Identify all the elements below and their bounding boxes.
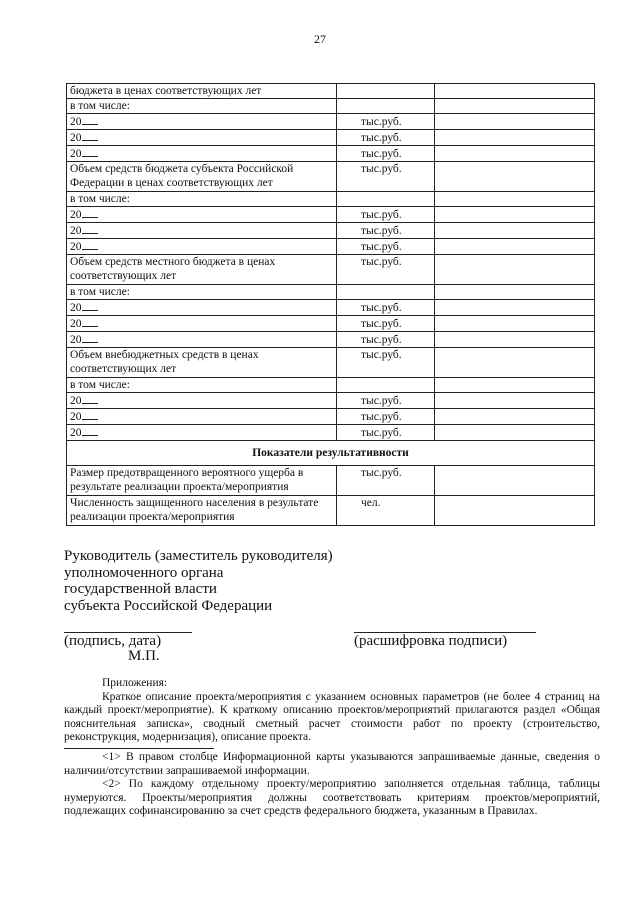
row-label: 20 [70,116,82,128]
table-row [67,255,595,285]
table-row [67,466,595,496]
table-row [67,316,595,332]
row-label: Объем средств бюджета субъекта Российской Федерации в ценах соответствующих лет [70,163,294,189]
value-cell [435,146,595,162]
page-number: 27 [314,32,326,46]
value-cell [435,207,595,223]
name-decoding-label: (расшифровка подписи) [354,633,508,649]
unit-cell: тыс.руб. [337,114,435,130]
unit-cell: тыс.руб. [337,255,435,285]
table-row [67,114,595,130]
annex-section [64,677,600,745]
unit-cell [337,99,435,114]
row-label: Объем средств местного бюджета в ценах соответствующих лет [70,256,276,282]
value-cell [435,378,595,393]
year-cell [67,239,337,255]
unit-cell: тыс.руб. [337,146,435,162]
year-blank [82,114,98,125]
unit-cell: тыс.руб. [337,300,435,316]
value-cell [435,409,595,425]
value-cell [435,316,595,332]
table-row [67,239,595,255]
row-label: Численность защищенного населения в результате реализации проекта/мероприятия [70,497,319,523]
row-label: в том числе: [70,193,130,205]
table-row [67,207,595,223]
label-cell [67,84,337,99]
unit-cell [337,192,435,207]
unit-cell: тыс.руб. [337,348,435,378]
label-cell [67,162,337,192]
table-row [67,162,595,192]
table-row [67,378,595,393]
value-cell [435,496,595,526]
unit-cell: тыс.руб. [337,393,435,409]
value-cell [435,332,595,348]
year-blank [82,223,98,234]
row-label: 20 [70,411,82,423]
unit-cell: тыс.руб. [337,207,435,223]
value-cell [435,425,595,441]
year-blank [82,409,98,420]
row-label: 20 [70,209,82,221]
row-label: бюджета в ценах соответствующих лет [70,85,262,97]
value-cell [435,192,595,207]
row-label: 20 [70,241,82,253]
label-cell [67,496,337,526]
table-row [67,130,595,146]
row-label: 20 [70,334,82,346]
unit-cell: тыс.руб. [337,239,435,255]
table-row [67,99,595,114]
footnote-1: <1> В правом столбце Информационной карты указываются запрашиваемые данные, сведения о наличии/отсутствии запрашиваемой информации. [64,751,600,777]
table-row [67,84,595,99]
year-blank [82,316,98,327]
signer-line-1: Руководитель (заместитель руководителя) [64,548,333,564]
value-cell [435,84,595,99]
unit-cell: тыс.руб. [337,466,435,496]
table-row [67,285,595,300]
table-row [67,192,595,207]
row-label: в том числе: [70,286,130,298]
row-label: 20 [70,318,82,330]
year-cell [67,223,337,239]
annex-text: Краткое описание проекта/мероприятия с указанием основных параметров (не более 4 страниц на каждый проект/мероприятие). К краткому описанию проектов/мероприятий прилагаются раздел «Общая пояснительная записка», сводный сметный расчет стоимости работ по проекту (строительство, реконструкция, модернизация), описание проекта. [64,690,600,743]
information-card-table [66,83,595,526]
signer-line-2: уполномоченного органа [64,564,224,581]
signer-block [64,548,333,614]
table-row [67,300,595,316]
label-cell [67,99,337,114]
year-blank [82,207,98,218]
year-cell [67,425,337,441]
signature-label: (подпись, дата) [64,633,162,649]
label-cell [67,378,337,393]
unit-cell: тыс.руб. [337,162,435,192]
section-header-row [67,441,595,466]
row-label: в том числе: [70,100,130,112]
year-blank [82,393,98,404]
annex-title: Приложения: [102,677,168,689]
year-blank [82,332,98,343]
year-cell [67,114,337,130]
row-label: 20 [70,225,82,237]
value-cell [435,162,595,192]
footnotes [64,751,600,819]
row-label: 20 [70,427,82,439]
unit-cell: тыс.руб. [337,223,435,239]
unit-cell [337,378,435,393]
table-row [67,223,595,239]
year-blank [82,300,98,311]
table-row [67,496,595,526]
table-row [67,425,595,441]
value-cell [435,255,595,285]
value-cell [435,348,595,378]
unit-cell: тыс.руб. [337,425,435,441]
row-label: Размер предотвращенного вероятного ущерба в результате реализации проекта/мероприятия [70,467,304,493]
label-cell [67,255,337,285]
value-cell [435,99,595,114]
value-cell [435,130,595,146]
label-cell [67,192,337,207]
unit-cell [337,84,435,99]
year-cell [67,300,337,316]
label-cell [67,466,337,496]
year-cell [67,332,337,348]
year-cell [67,409,337,425]
footnote-divider [64,748,214,749]
table-row [67,332,595,348]
unit-cell: тыс.руб. [337,316,435,332]
year-cell [67,207,337,223]
footnote-2: <2> По каждому отдельному проекту/мероприятию заполняется отдельная таблица, таблицы нумеруются. Проекты/мероприятия должны соответствовать критериям проектов/мероприятий, подлежащих софинансированию за счет средств федерального бюджета, указанным в Правилах. [64,778,600,817]
section-header: Показатели результативности [67,441,595,466]
row-label: 20 [70,148,82,160]
year-blank [82,146,98,157]
table-row [67,393,595,409]
unit-cell: тыс.руб. [337,409,435,425]
value-cell [435,285,595,300]
year-blank [82,130,98,141]
label-cell [67,348,337,378]
unit-cell: чел. [337,496,435,526]
signer-line-4: субъекта Российской Федерации [64,597,273,614]
row-label: 20 [70,132,82,144]
value-cell [435,114,595,130]
signer-line-3: государственной власти [64,581,217,597]
year-cell [67,393,337,409]
table-row [67,348,595,378]
year-cell [67,146,337,162]
year-cell [67,130,337,146]
unit-cell [337,285,435,300]
table-row [67,409,595,425]
row-label: 20 [70,302,82,314]
unit-cell: тыс.руб. [337,130,435,146]
value-cell [435,300,595,316]
value-cell [435,393,595,409]
stamp-label: М.П. [128,648,160,664]
row-label: Объем внебюджетных средств в ценах соответствующих лет [70,349,259,375]
row-label: в том числе: [70,379,130,391]
year-blank [82,425,98,436]
value-cell [435,223,595,239]
value-cell [435,466,595,496]
table-row [67,146,595,162]
label-cell [67,285,337,300]
year-blank [82,239,98,250]
value-cell [435,239,595,255]
unit-cell: тыс.руб. [337,332,435,348]
row-label: 20 [70,395,82,407]
year-cell [67,316,337,332]
